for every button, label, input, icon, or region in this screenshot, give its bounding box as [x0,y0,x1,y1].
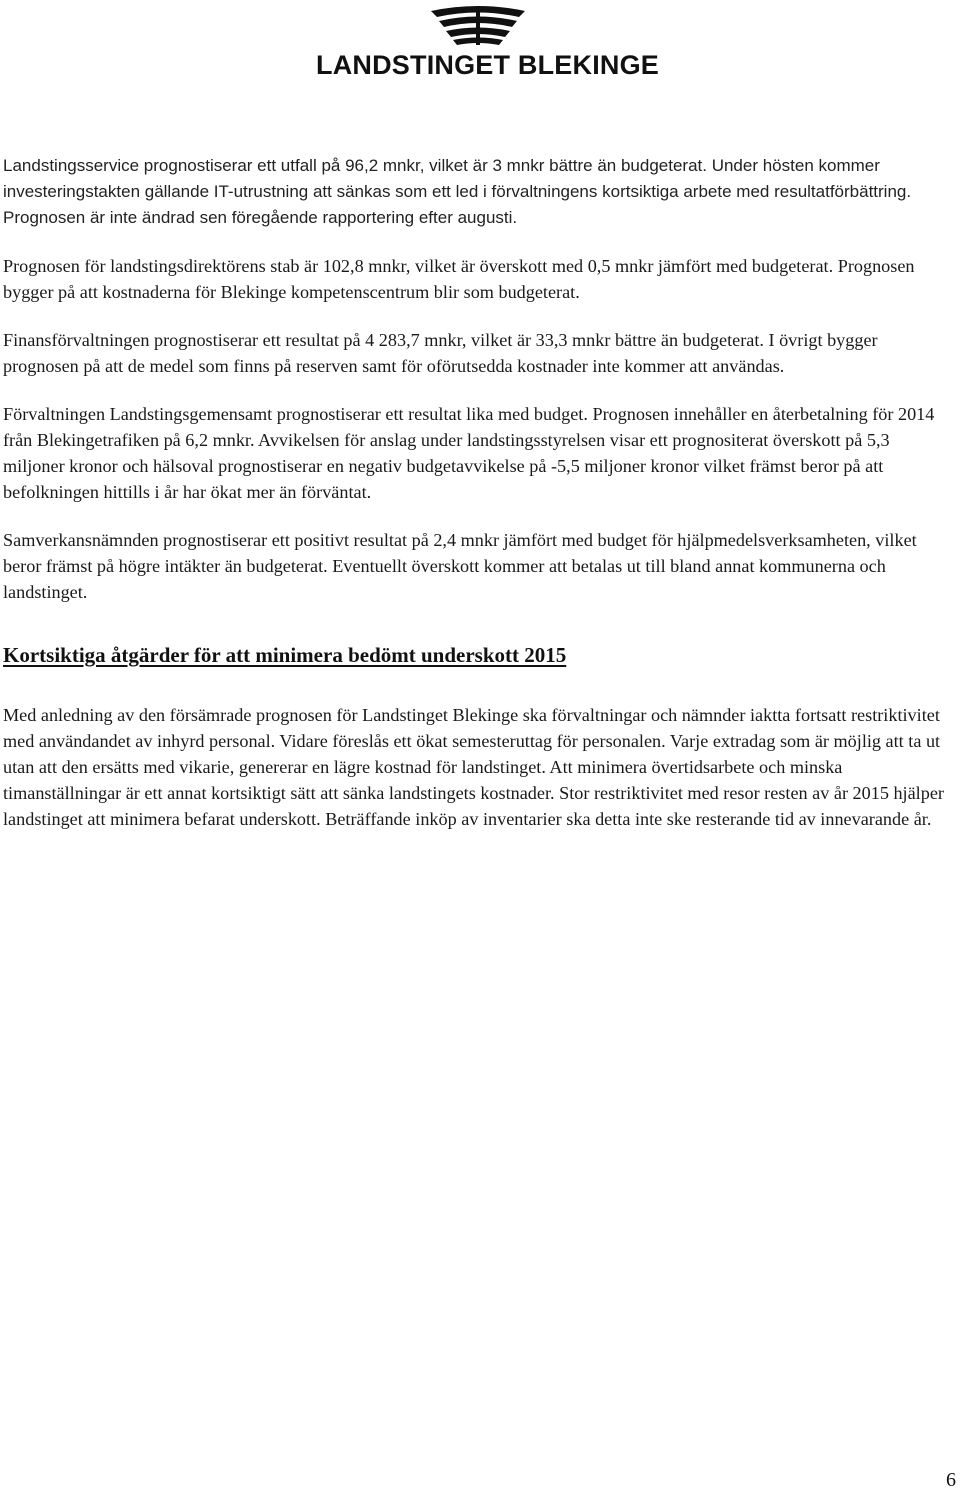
section-heading: Kortsiktiga åtgärder för att minimera bedömt underskott 2015 [3,643,567,667]
logo [316,4,660,80]
document-body [3,153,953,854]
page-number: 6 [946,1469,956,1491]
logo-wordmark: LANDSTINGET BLEKINGE [316,50,660,80]
ship-hull-icon [429,4,527,46]
paragraph-finansforvaltningen: Finansförvaltningen prognostiserar ett resultat på 4 283,7 mnkr, vilket är 33,3 mnkr bättre än budgeterat. I övrigt bygger prognosen på att de medel som finns på reserven samt för oförutsedda kostnader inte kommer att användas. [3,330,878,376]
paragraph-landstingsservice: Landstingsservice prognostiserar ett utfall på 96,2 mnkr, vilket är 3 mnkr bättre än budgeterat. Under hösten kommer investeringstakten gällande IT-utrustning att sänkas som ett led i förvaltningens kortsiktiga arbete med resultatförbättring. Prognosen är inte ändrad sen föregående rapportering efter augusti. [3,156,912,227]
paragraph-samverkansnamnden: Samverkansnämnden prognostiserar ett positivt resultat på 2,4 mnkr jämfört med budget för hjälpmedelsverksamheten, vilket beror främst på högre intäkter än budgeterat. Eventuellt överskott kommer att betalas ut till bland annat kommunerna och landstinget. [3,530,917,602]
paragraph-landstingsdirektorens-stab: Prognosen för landstingsdirektörens stab är 102,8 mnkr, vilket är överskott med 0,5 mnkr jämfört med budgeterat. Prognosen bygger på att kostnaderna för Blekinge kompetenscentrum blir som budgeterat. [3,256,915,302]
section-paragraph: Med anledning av den försämrade prognosen för Landstinget Blekinge ska förvaltningar och nämnder iaktta fortsatt restriktivitet med användandet av inhyrd personal. Vidare föreslås ett ökat semesteruttag för personalen. Varje extradag som är möjlig att ta ut utan att den ersätts med vikarie, genererar en lägre kostnad för landstinget. Att minimera övertidsarbete och minska timanställningar är ett annat kortsiktigt sätt att sänka landstingets kostnader. Stor restriktivitet med resor resten av år 2015 hjälper landstinget att minimera befarat underskott. Beträffande inköp av inventarier ska detta inte ske resterande tid av innevarande år. [3,705,944,829]
paragraph-landstingsgemensamt: Förvaltningen Landstingsgemensamt prognostiserar ett resultat lika med budget. Prognosen innehåller en återbetalning för 2014 från Blekingetrafiken på 6,2 mnkr. Avvikelsen för anslag under landstingsstyrelsen visar ett prognositerat överskott på 5,3 miljoner kronor och hälsoval prognostiserar en negativ budgetavvikelse på -5,5 miljoner kronor vilket främst beror på att befolkningen hittills i år har ökat mer än förväntat. [3,404,935,502]
